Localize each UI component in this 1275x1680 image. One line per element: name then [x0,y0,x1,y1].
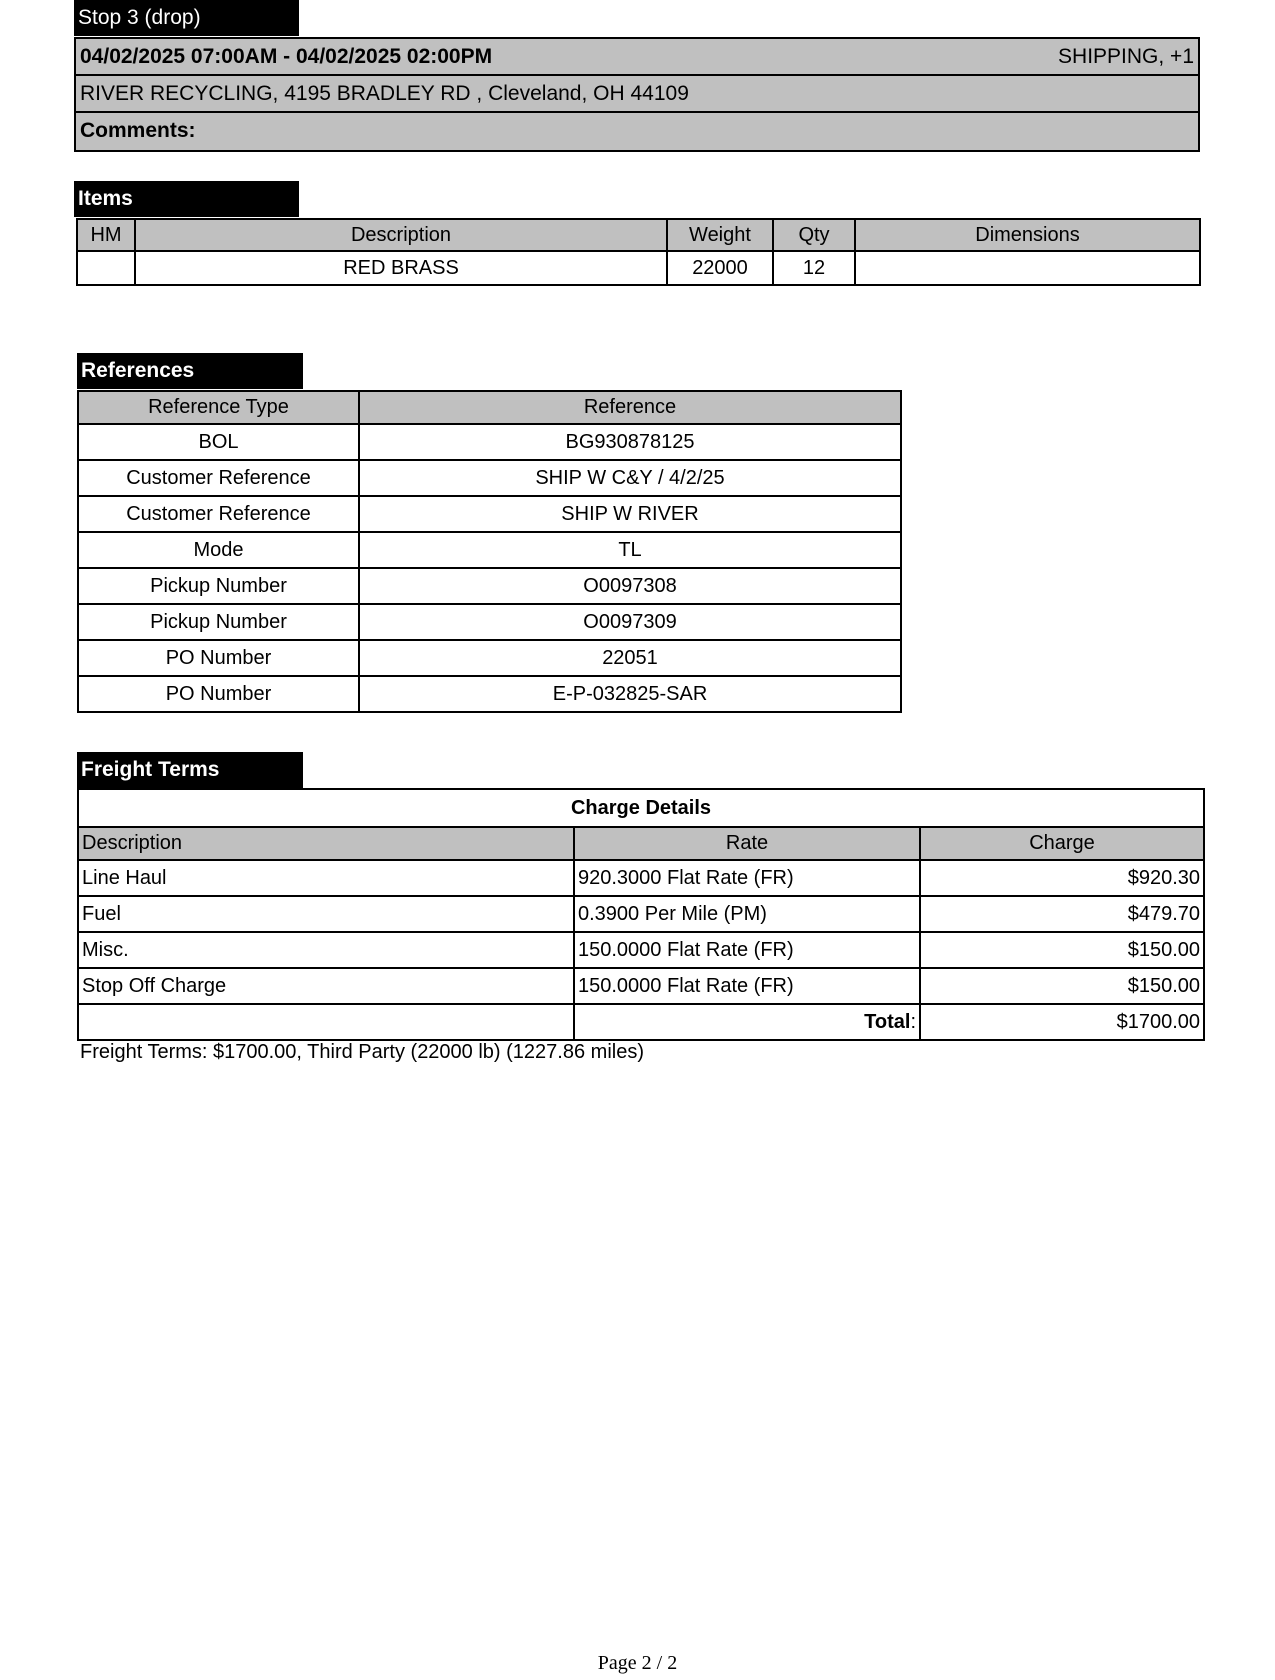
charge-amount: $479.70 [920,896,1204,932]
items-header-dimensions: Dimensions [855,219,1200,251]
stop-address: RIVER RECYCLING, 4195 BRADLEY RD , Cleveland, OH 44109 [80,82,689,105]
charge-total-row [78,1004,1204,1040]
freight-terms-title: Freight Terms [77,752,303,788]
stop-type: SHIPPING, +1 [1058,45,1194,68]
stop-comments-label: Comments: [80,119,196,142]
items-header-qty: Qty [773,219,855,251]
charge-amount: $920.30 [920,860,1204,896]
charge-header-rate: Rate [574,827,920,860]
reference-value: BG930878125 [359,424,901,460]
charge-header-charge: Charge [920,827,1204,860]
references-title: References [77,353,303,389]
items-header-row [77,219,1200,251]
item-dimensions [855,251,1200,285]
reference-type: Customer Reference [78,460,359,496]
items-header-weight: Weight [667,219,773,251]
charge-description: Line Haul [78,860,574,896]
table-row [78,860,1204,896]
stop-address-row [76,76,1198,113]
table-row [78,604,901,640]
items-title: Items [74,181,299,217]
table-row [78,424,901,460]
reference-value: TL [359,532,901,568]
charge-header-description: Description [78,827,574,860]
table-row [78,568,901,604]
charge-total-label-cell [574,1004,920,1040]
item-description: RED BRASS [135,251,667,285]
items-header-hm: HM [77,219,135,251]
charge-details-title-row [78,789,1204,827]
reference-type: PO Number [78,640,359,676]
charge-total-colon: : [910,1010,916,1033]
charge-total-empty [78,1004,574,1040]
table-row [78,932,1204,968]
charge-rate: 150.0000 Flat Rate (FR) [574,968,920,1004]
charge-total-label: Total [864,1010,911,1033]
table-row [77,251,1200,285]
table-row [78,460,901,496]
charge-total-value: $1700.00 [920,1004,1204,1040]
reference-type: BOL [78,424,359,460]
references-table [77,390,902,713]
charge-description: Misc. [78,932,574,968]
reference-value: O0097308 [359,568,901,604]
charge-amount: $150.00 [920,932,1204,968]
table-row [78,496,901,532]
table-row [78,968,1204,1004]
reference-type: Pickup Number [78,604,359,640]
table-row [78,532,901,568]
reference-type: PO Number [78,676,359,712]
references-header-type: Reference Type [78,391,359,424]
item-weight: 22000 [667,251,773,285]
charge-rate: 920.3000 Flat Rate (FR) [574,860,920,896]
reference-value: E-P-032825-SAR [359,676,901,712]
table-row [78,676,901,712]
reference-value: SHIP W RIVER [359,496,901,532]
item-hm [77,251,135,285]
charge-rate: 0.3900 Per Mile (PM) [574,896,920,932]
reference-value: SHIP W C&Y / 4/2/25 [359,460,901,496]
reference-type: Mode [78,532,359,568]
item-qty: 12 [773,251,855,285]
stop-time-window: 04/02/2025 07:00AM - 04/02/2025 02:00PM [80,45,493,68]
references-header-row [78,391,901,424]
stop-time-row [76,39,1198,76]
stop-comments-row [76,113,1198,150]
charge-header-row [78,827,1204,860]
stop-title: Stop 3 (drop) [74,0,299,36]
charge-description: Stop Off Charge [78,968,574,1004]
items-table [76,218,1201,286]
reference-value: O0097309 [359,604,901,640]
table-row [78,640,901,676]
charge-details-table [77,788,1205,1041]
reference-type: Customer Reference [78,496,359,532]
charge-description: Fuel [78,896,574,932]
charge-rate: 150.0000 Flat Rate (FR) [574,932,920,968]
items-header-description: Description [135,219,667,251]
reference-type: Pickup Number [78,568,359,604]
page-number: Page 2 / 2 [597,1652,678,1674]
charge-details-title: Charge Details [78,789,1204,827]
stop-details [74,37,1200,152]
charge-amount: $150.00 [920,968,1204,1004]
freight-terms-summary: Freight Terms: $1700.00, Third Party (22000 lb) (1227.86 miles) [80,1041,644,1063]
reference-value: 22051 [359,640,901,676]
table-row [78,896,1204,932]
references-header-reference: Reference [359,391,901,424]
